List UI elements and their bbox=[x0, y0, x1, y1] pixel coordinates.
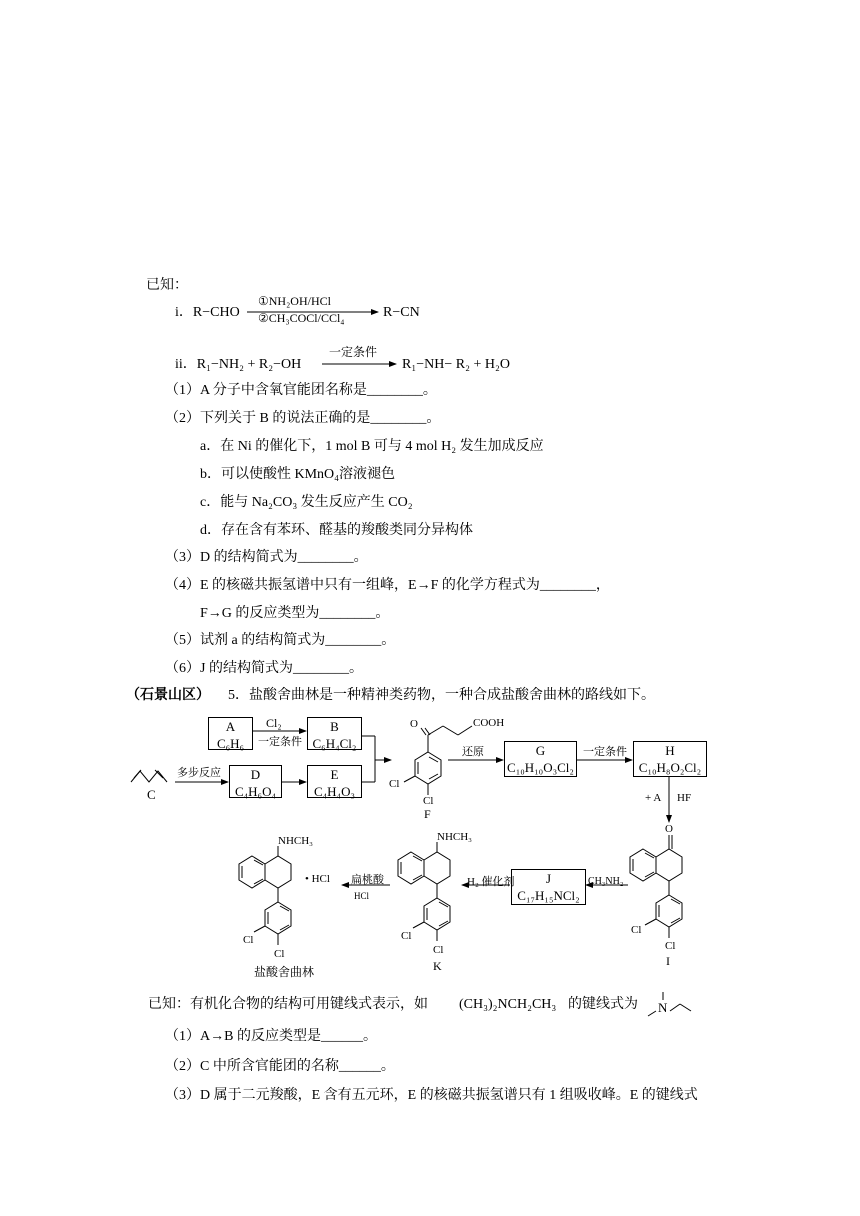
compound-i-structure bbox=[630, 835, 682, 938]
question-4b: F→G 的反应类型为________。 bbox=[200, 606, 390, 621]
n-atom-label: N bbox=[658, 1000, 668, 1015]
known-intro: 已知： bbox=[146, 278, 188, 293]
i-cl-1: Cl bbox=[631, 924, 642, 936]
option-a: a．在 Ni 的催化下，1 mol B 可与 4 mol H₂ 发生加成反应 bbox=[200, 439, 544, 454]
question-3: （3）D 的结构简式为________。 bbox=[165, 550, 368, 565]
k-cl-2: Cl bbox=[433, 944, 444, 956]
f-cl-2: Cl bbox=[423, 795, 434, 807]
compound-g-box: G C₁₀H₁₀O₃Cl₂ bbox=[504, 741, 577, 777]
ch3nh2-reagent: CH₃NH₂ bbox=[588, 876, 624, 887]
question-6: （6）J 的结构简式为________。 bbox=[165, 661, 363, 676]
question-2: （2）下列关于 B 的说法正确的是________。 bbox=[165, 411, 441, 426]
rule-ii-product: R₁−NH− R₂ + H₂O bbox=[402, 357, 510, 372]
h2-catalyst-label: H₂ 催化剂 bbox=[467, 876, 515, 888]
k-cl-1: Cl bbox=[401, 930, 412, 942]
product-nhch3-label: NHCH₃ bbox=[278, 835, 314, 847]
compound-a-box: A C₆H₆ bbox=[208, 717, 253, 750]
rule-i-condition-bottom: ②CH₃COCl/CCl₄ bbox=[258, 311, 345, 325]
plus-a-label: + A bbox=[645, 792, 662, 804]
compound-f-label: F bbox=[424, 807, 431, 821]
amine-skeletal-example bbox=[648, 992, 691, 1016]
part-2: （2）C 中所含官能团的名称______。 bbox=[165, 1059, 395, 1074]
known-2-prefix: 已知：有机化合物的结构可用键线式表示，如 bbox=[148, 997, 428, 1012]
f-cl-1: Cl bbox=[389, 778, 400, 790]
question-5: （5）试剂 a 的结构简式为________。 bbox=[165, 633, 396, 648]
hcl-condition-label: HCl bbox=[354, 891, 370, 901]
option-b: b．可以使酸性 KMnO₄溶液褪色 bbox=[200, 467, 396, 482]
compound-e-box: E C₄H₄O₃ bbox=[307, 765, 362, 798]
compound-c-label: C bbox=[147, 787, 156, 802]
compound-h-box: H C₁₀H₈O₂Cl₂ bbox=[633, 741, 707, 777]
rule-ii-condition: 一定条件 bbox=[329, 345, 378, 359]
compound-i-label: I bbox=[666, 954, 670, 968]
dot-hcl-label: • HCl bbox=[305, 873, 330, 885]
i-cl-2: Cl bbox=[665, 940, 676, 952]
product-structure bbox=[239, 846, 291, 945]
rule-i-product: R−CN bbox=[383, 305, 420, 320]
question-4a: （4）E 的核磁共振氢谱中只有一组峰，E→F 的化学方程式为________， bbox=[165, 578, 610, 593]
known-2-formula: (CH₃)₂NCH₂CH₃ bbox=[459, 997, 557, 1012]
compound-k-label: K bbox=[433, 959, 442, 973]
f-oxygen-label: O bbox=[410, 718, 418, 730]
option-d: d．存在含有苯环、醛基的羧酸类同分异构体 bbox=[200, 523, 473, 538]
hf-label: HF bbox=[677, 792, 692, 804]
compound-b-box: B C₆H₄Cl₂ bbox=[307, 717, 362, 750]
known-2-suffix: 的键线式为 bbox=[568, 997, 638, 1012]
compound-k-structure bbox=[398, 842, 450, 941]
part-1: （1）A→B 的反应类型是______。 bbox=[165, 1029, 377, 1044]
k-nhch3-label: NHCH₃ bbox=[437, 831, 473, 843]
cl2-reagent: Cl₂ bbox=[266, 716, 282, 730]
compound-j-box: J C₁₇H₁₅NCl₂ bbox=[511, 869, 586, 905]
rule-ii-reactants: ii．R₁−NH₂ + R₂−OH bbox=[175, 357, 302, 372]
product-cl-2: Cl bbox=[274, 948, 285, 960]
rule-i-reactant: i．R−CHO bbox=[175, 305, 240, 320]
condition-g-h: 一定条件 bbox=[583, 746, 627, 758]
compound-d-box: D C₄H₆O₄ bbox=[229, 765, 282, 798]
multistep-label: 多步反应 bbox=[177, 767, 221, 779]
reduction-label: 还原 bbox=[462, 746, 484, 758]
question-1: （1）A 分子中含氧官能团名称是________。 bbox=[165, 383, 437, 398]
product-name: 盐酸舍曲林 bbox=[254, 965, 315, 979]
rule-i-condition-top: ①NH₂OH/HCl bbox=[258, 294, 331, 308]
part-3: （3）D 属于二元羧酸，E 含有五元环，E 的核磁共振氢谱只有 1 组吸收峰。E 的键线式 bbox=[165, 1088, 698, 1103]
problem-region: （石景山区） bbox=[126, 688, 210, 703]
i-oxygen-label: O bbox=[665, 823, 673, 835]
option-c: c．能与 Na₂CO₃ 发生反应产生 CO₂ bbox=[200, 495, 413, 510]
problem-5-intro: 5．盐酸舍曲林是一种精神类药物，一种合成盐酸舍曲林的路线如下。 bbox=[228, 688, 655, 703]
mandelic-acid-label: 扁桃酸 bbox=[351, 874, 384, 886]
product-cl-1: Cl bbox=[243, 934, 254, 946]
condition-a-b: 一定条件 bbox=[258, 736, 302, 748]
cooh-label: COOH bbox=[473, 717, 505, 729]
